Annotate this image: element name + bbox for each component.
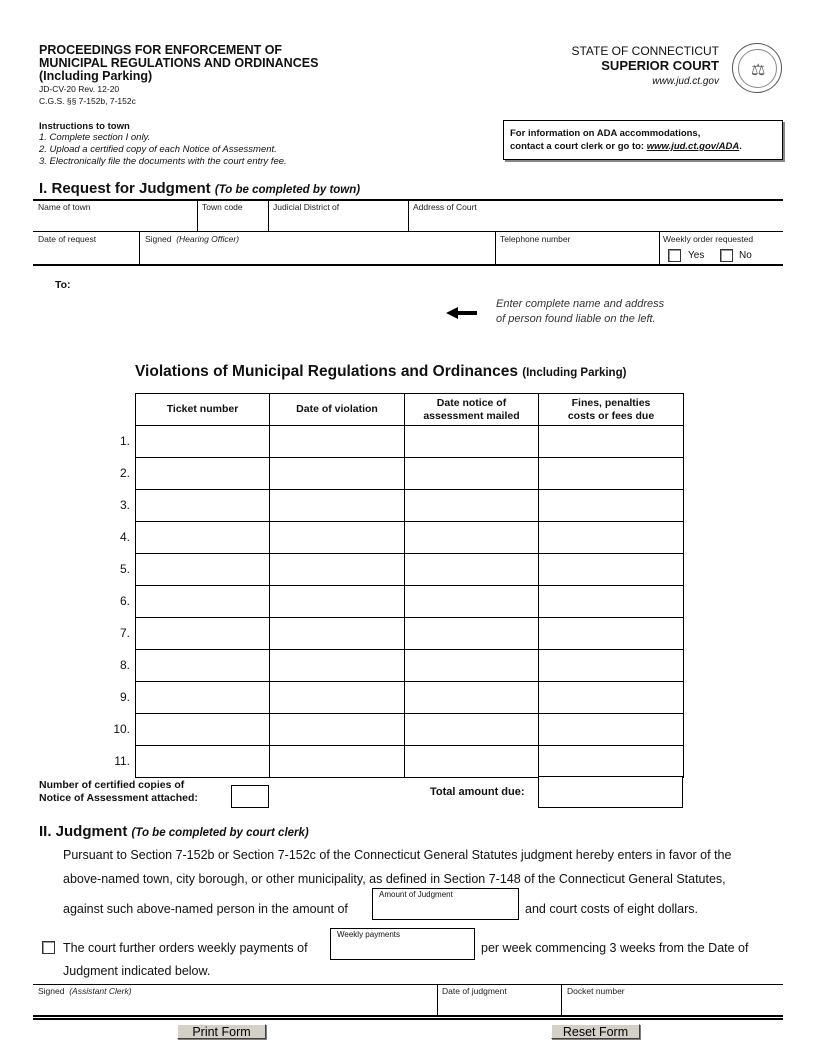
row-number: 9. bbox=[119, 690, 130, 704]
date-notice-mailed-input[interactable] bbox=[404, 553, 539, 586]
column-header-fines-due: Fines, penalties costs or fees due bbox=[538, 393, 684, 426]
signed-clerk-label: Signed bbox=[38, 986, 65, 996]
section1-subtitle: (To be completed by town) bbox=[214, 184, 361, 196]
row-number: 10. bbox=[113, 722, 130, 736]
note-line2: of person found liable on the left. bbox=[496, 313, 656, 325]
row-number: 3. bbox=[119, 498, 130, 512]
date-notice-mailed-input[interactable] bbox=[404, 585, 539, 618]
total-amount-label: Total amount due: bbox=[430, 786, 525, 798]
fines-due-input[interactable] bbox=[538, 745, 684, 778]
weekly-order-label: Weekly order requested bbox=[663, 234, 754, 244]
date-notice-mailed-input[interactable] bbox=[404, 457, 539, 490]
ticket-number-input[interactable] bbox=[135, 745, 270, 778]
copies-label-1: Number of certified copies of bbox=[39, 779, 185, 791]
instruction-3: 3. Electronically file the documents with the court entry fee. bbox=[39, 156, 287, 167]
column-header-date-of-violation: Date of violation bbox=[269, 393, 405, 426]
instruction-1: 1. Complete section I only. bbox=[39, 132, 151, 143]
date-notice-mailed-input[interactable] bbox=[404, 425, 539, 458]
print-form-button[interactable]: Print Form bbox=[177, 1024, 266, 1039]
fines-due-input[interactable] bbox=[538, 713, 684, 746]
row-number: 5. bbox=[119, 562, 130, 576]
ada-line1: For information on ADA accommodations, bbox=[510, 128, 701, 139]
fines-due-input[interactable] bbox=[538, 521, 684, 554]
date-notice-mailed-input[interactable] bbox=[404, 713, 539, 746]
form-title-line3: (Including Parking) bbox=[39, 69, 153, 83]
judicial-district-input[interactable] bbox=[270, 212, 407, 230]
date-notice-mailed-input[interactable] bbox=[404, 521, 539, 554]
telephone-label: Telephone number bbox=[500, 234, 571, 244]
town-code-label: Town code bbox=[202, 202, 243, 212]
certified-copies-input[interactable] bbox=[231, 785, 269, 808]
instructions-title: Instructions to town bbox=[39, 121, 130, 132]
telephone-input[interactable] bbox=[497, 245, 658, 263]
ada-notice bbox=[503, 120, 783, 160]
ticket-number-input[interactable] bbox=[135, 553, 270, 586]
address-of-court-input[interactable] bbox=[410, 212, 782, 230]
date-notice-mailed-input[interactable] bbox=[404, 745, 539, 778]
section2-title: II. Judgment bbox=[39, 823, 128, 840]
date-notice-mailed-input[interactable] bbox=[404, 489, 539, 522]
judgment-text-line2: above-named town, city borough, or other municipality, as defined in Section 7-148 of the Connecticut General Statutes, bbox=[63, 872, 726, 886]
violations-title bbox=[135, 363, 626, 381]
docket-number-label: Docket number bbox=[567, 986, 625, 996]
column-header-ticket-number: Ticket number bbox=[135, 393, 270, 426]
fines-due-input[interactable] bbox=[538, 425, 684, 458]
judgment-text-line4b: per week commencing 3 weeks from the Date of bbox=[481, 941, 749, 955]
violations-subtitle: (Including Parking) bbox=[522, 367, 627, 379]
violations-title-text: Violations of Municipal Regulations and Ordinances bbox=[135, 363, 518, 380]
ticket-number-input[interactable] bbox=[135, 681, 270, 714]
signed-hearing-officer-label bbox=[145, 234, 239, 244]
reset-form-button[interactable]: Reset Form bbox=[551, 1024, 640, 1039]
signed-assistant-clerk-input[interactable] bbox=[34, 996, 436, 1014]
instruction-2: 2. Upload a certified copy of each Notice of Assessment. bbox=[39, 144, 277, 155]
date-of-violation-input[interactable] bbox=[269, 745, 405, 778]
row-number: 7. bbox=[119, 626, 130, 640]
date-of-violation-input[interactable] bbox=[269, 457, 405, 490]
statutes: C.G.S. §§ 7-152b, 7-152c bbox=[39, 96, 136, 106]
row-number: 6. bbox=[119, 594, 130, 608]
date-of-violation-input[interactable] bbox=[269, 649, 405, 682]
yes-label: Yes bbox=[688, 250, 705, 261]
arrow-left-icon bbox=[446, 307, 478, 319]
column-header-date-notice-mailed: Date notice of assessment mailed bbox=[404, 393, 539, 426]
form-number: JD-CV-20 Rev. 12-20 bbox=[39, 84, 120, 94]
amount-of-judgment-input[interactable] bbox=[372, 888, 519, 920]
date-of-violation-input[interactable] bbox=[269, 521, 405, 554]
name-of-town-label: Name of town bbox=[38, 202, 91, 212]
ticket-number-input[interactable] bbox=[135, 425, 270, 458]
date-of-violation-input[interactable] bbox=[269, 425, 405, 458]
date-notice-mailed-input[interactable] bbox=[404, 617, 539, 650]
fines-due-input[interactable] bbox=[538, 649, 684, 682]
ticket-number-input[interactable] bbox=[135, 617, 270, 650]
weekly-payments-label: Weekly payments bbox=[337, 930, 400, 939]
date-of-violation-input[interactable] bbox=[269, 713, 405, 746]
form-title-line1: PROCEEDINGS FOR ENFORCEMENT OF bbox=[39, 43, 283, 57]
row-number: 11. bbox=[114, 754, 130, 768]
amount-of-judgment-label: Amount of Judgment bbox=[379, 890, 453, 899]
signed-assistant-clerk-label bbox=[38, 986, 132, 996]
section1-title: I. Request for Judgment bbox=[39, 180, 211, 197]
ticket-number-input[interactable] bbox=[135, 457, 270, 490]
website: www.jud.ct.gov bbox=[652, 76, 719, 87]
fines-due-input[interactable] bbox=[538, 585, 684, 618]
fines-due-input[interactable] bbox=[538, 489, 684, 522]
fines-due-input[interactable] bbox=[538, 617, 684, 650]
ada-link[interactable]: www.jud.ct.gov/ADA bbox=[646, 141, 740, 152]
ticket-number-input[interactable] bbox=[135, 521, 270, 554]
judicial-seal-icon: ⚖ bbox=[732, 43, 782, 93]
town-code-input[interactable] bbox=[199, 212, 267, 230]
judgment-text-line3a: against such above-named person in the amount of bbox=[63, 902, 348, 916]
ticket-number-input[interactable] bbox=[135, 585, 270, 618]
date-notice-mailed-input[interactable] bbox=[404, 681, 539, 714]
row-number: 1. bbox=[119, 434, 130, 448]
date-of-violation-input[interactable] bbox=[269, 489, 405, 522]
row-number: 2. bbox=[119, 466, 130, 480]
form-title-line2: MUNICIPAL REGULATIONS AND ORDINANCES bbox=[39, 56, 319, 70]
date-of-violation-input[interactable] bbox=[269, 553, 405, 586]
court-name: SUPERIOR COURT bbox=[601, 58, 719, 73]
weekly-payments-input[interactable] bbox=[330, 928, 475, 960]
name-of-town-input[interactable] bbox=[34, 212, 196, 230]
judicial-district-label: Judicial District of bbox=[273, 202, 340, 212]
date-of-request-label: Date of request bbox=[38, 234, 97, 244]
note-line1: Enter complete name and address bbox=[496, 298, 665, 310]
liable-person-name-address-input[interactable] bbox=[39, 294, 439, 344]
to-label: To: bbox=[55, 279, 71, 291]
copies-label-2: Notice of Assessment attached: bbox=[39, 792, 198, 804]
section2-subtitle: (To be completed by court clerk) bbox=[131, 827, 309, 839]
address-of-court-label: Address of Court bbox=[413, 202, 477, 212]
ada-line2: contact a court clerk or go to: bbox=[510, 141, 647, 152]
section2-heading bbox=[39, 823, 309, 840]
date-of-violation-input[interactable] bbox=[269, 681, 405, 714]
judgment-text-line4a: The court further orders weekly payments of bbox=[63, 941, 308, 955]
date-notice-mailed-input[interactable] bbox=[404, 649, 539, 682]
row-number: 4. bbox=[119, 530, 130, 544]
date-of-violation-input[interactable] bbox=[269, 585, 405, 618]
ticket-number-input[interactable] bbox=[135, 489, 270, 522]
total-amount-input[interactable] bbox=[538, 776, 683, 808]
ticket-number-input[interactable] bbox=[135, 713, 270, 746]
signed-role: (Hearing Officer) bbox=[176, 234, 240, 244]
date-of-judgment-label: Date of judgment bbox=[442, 986, 507, 996]
docket-number-input[interactable] bbox=[563, 996, 782, 1014]
signed-label: Signed bbox=[145, 234, 172, 244]
date-of-violation-input[interactable] bbox=[269, 617, 405, 650]
section1-heading bbox=[39, 180, 360, 197]
judgment-text-line1: Pursuant to Section 7-152b or Section 7-152c of the Connecticut General Statutes judgment hereby enters in favor of the bbox=[63, 848, 732, 862]
fines-due-input[interactable] bbox=[538, 553, 684, 586]
date-of-request-input[interactable] bbox=[34, 245, 138, 263]
judgment-text-line3b: and court costs of eight dollars. bbox=[525, 902, 699, 916]
ada-suffix: . bbox=[739, 141, 742, 152]
signed-hearing-officer-input[interactable] bbox=[141, 245, 494, 263]
judgment-text-line5: Judgment indicated below. bbox=[63, 964, 211, 978]
certified-copies-label bbox=[39, 779, 198, 805]
fines-due-input[interactable] bbox=[538, 681, 684, 714]
signed-clerk-role: (Assistant Clerk) bbox=[69, 986, 132, 996]
fines-due-input[interactable] bbox=[538, 457, 684, 490]
row-number: 8. bbox=[119, 658, 130, 672]
weekly-order-no-checkbox[interactable] bbox=[720, 249, 733, 262]
date-of-judgment-input[interactable] bbox=[439, 996, 560, 1014]
weekly-payments-checkbox[interactable] bbox=[42, 941, 55, 954]
no-label: No bbox=[739, 250, 752, 261]
state-name: STATE OF CONNECTICUT bbox=[571, 44, 719, 58]
ticket-number-input[interactable] bbox=[135, 649, 270, 682]
weekly-order-yes-checkbox[interactable] bbox=[668, 249, 681, 262]
